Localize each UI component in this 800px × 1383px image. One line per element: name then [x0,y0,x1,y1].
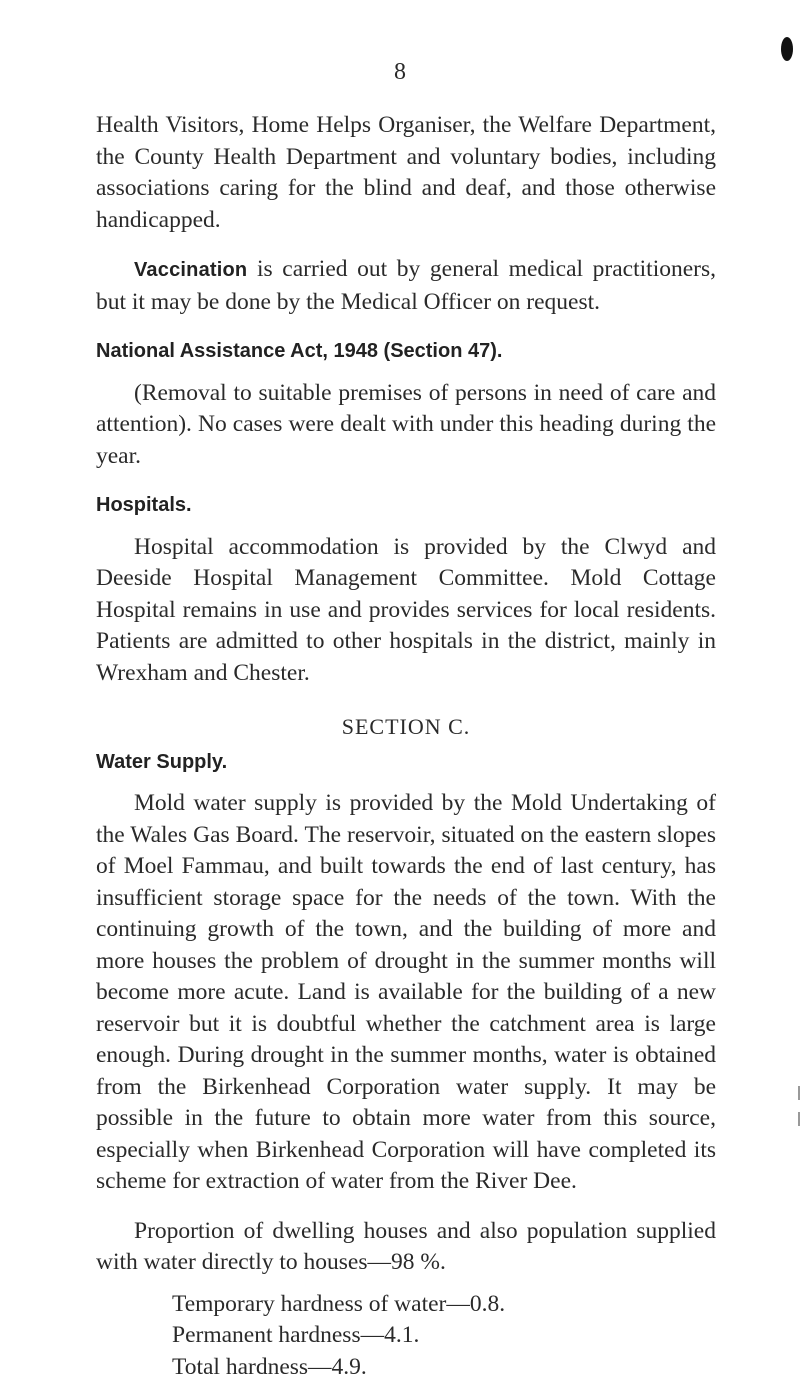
paragraph-hospitals: Hospital accommodation is provided by the Clwyd and Deeside Hospital Management Committee. Mold Cottage Hospital remains in use and provides services for local residents. Patients are admitted to other hospitals in the district, mainly in Wrexham and Chester. [96,532,716,690]
temporary-hardness: Temporary hardness of water—0.8. [96,1289,716,1321]
permanent-hardness: Permanent hardness—4.1. [96,1320,716,1352]
section-title: SECTION C. [96,711,716,743]
water-supply-heading: Water Supply. [96,747,716,779]
page-number: 8 [0,58,800,86]
paragraph-removal: (Removal to suitable premises of persons in need of care and attention). No cases were dealt with under this heading during the year. [96,378,716,473]
page-body [96,110,716,1383]
paragraph-health-visitors: Health Visitors, Home Helps Organiser, the Welfare Department, the County Health Department and voluntary bodies, including associations caring for the blind and deaf, and those otherwise handicapped. [96,110,716,236]
total-hardness: Total hardness—4.9. [96,1352,716,1383]
paragraph-proportion: Proportion of dwelling houses and also population supplied with water directly to houses—98 %. [96,1216,716,1279]
hospitals-heading: Hospitals. [96,490,716,522]
vaccination-text: is carried out by general medical practitioners, but it may be done by the Medical Officer on request. [96,256,716,315]
paragraph-vaccination [96,254,716,318]
paragraph-water-supply: Mold water supply is provided by the Mold Undertaking of the Wales Gas Board. The reservoir, situated on the eastern slopes of Moel Fammau, and built towards the end of last century, has insufficient storage space for the needs of the town. With the continuing growth of the town, and the building of more and more houses the problem of drought in the summer months will become more acute. Land is available for the building of a new reservoir but it is doubtful whether the catchment area is large enough. During drought in the summer months, water is obtained from the Birkenhead Corporation water supply. It may be possible in the future to obtain more water from this source, especially when Birkenhead Corporation will have completed its scheme for extraction of water from the River Dee. [96,788,716,1198]
vaccination-heading: Vaccination [134,259,247,281]
national-assistance-heading: National Assistance Act, 1948 (Section 47). [96,336,716,368]
